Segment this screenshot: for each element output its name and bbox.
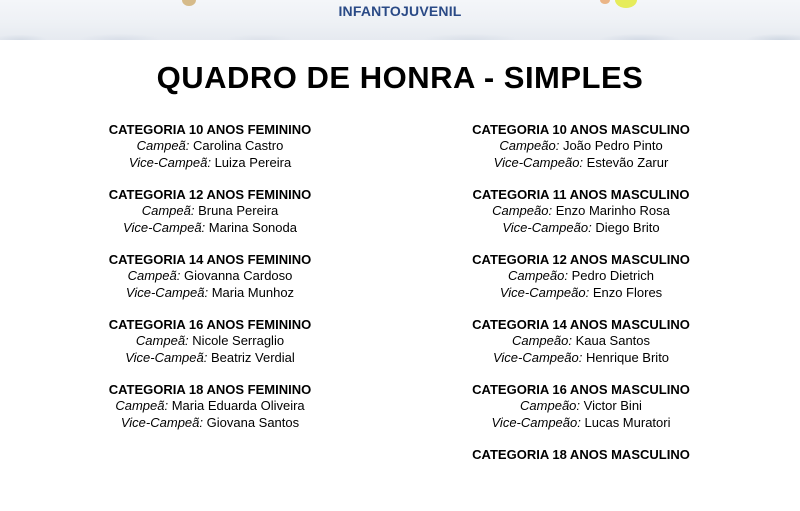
category-group xyxy=(416,446,746,511)
banner-label: INFANTOJUVENIL xyxy=(338,3,462,19)
category-group xyxy=(416,316,746,381)
runner-up-name: Giovana Santos xyxy=(206,414,300,430)
champion-name: Carolina Castro xyxy=(193,138,284,153)
runner-up-role: Vice-Campeão: xyxy=(499,284,590,300)
champion-name: Enzo Marinho Rosa xyxy=(555,203,670,218)
champion-line xyxy=(45,398,375,415)
champion-name: Nicole Serraglio xyxy=(192,333,285,348)
runner-up-name: Diego Brito xyxy=(595,219,660,235)
category-group xyxy=(416,251,746,316)
champion-line xyxy=(416,398,746,415)
champion-line xyxy=(45,203,375,220)
runner-up-name: Henrique Brito xyxy=(585,349,670,365)
category-heading: CATEGORIA 18 ANOS FEMININO xyxy=(108,382,312,397)
runner-up-line xyxy=(416,285,746,302)
champion-role: Campeã: xyxy=(136,138,190,153)
champion-line xyxy=(416,138,746,155)
category-group xyxy=(45,121,375,186)
runner-up-role: Vice-Campeã: xyxy=(125,349,208,365)
champion-name: Pedro Dietrich xyxy=(571,268,654,283)
category-group xyxy=(45,251,375,316)
runner-up-role: Vice-Campeã: xyxy=(125,284,209,300)
runner-up-role: Vice-Campeã: xyxy=(128,154,211,170)
champion-name: João Pedro Pinto xyxy=(562,138,663,153)
runner-up-role: Vice-Campeão: xyxy=(492,349,583,365)
champion-line xyxy=(45,138,375,155)
runner-up-role: Vice-Campeão: xyxy=(502,219,592,235)
male-categories-column xyxy=(416,121,746,511)
runner-up-name: Luiza Pereira xyxy=(214,154,292,170)
champion-name: Giovanna Cardoso xyxy=(183,268,293,283)
runner-up-line xyxy=(45,155,375,172)
runner-up-name: Maria Munhoz xyxy=(211,284,295,300)
category-heading: CATEGORIA 18 ANOS MASCULINO xyxy=(472,447,690,462)
runner-up-role: Vice-Campeã: xyxy=(120,414,203,430)
banner-bottom-fade xyxy=(0,26,800,40)
champion-line xyxy=(416,203,746,220)
runner-up-name: Enzo Flores xyxy=(592,284,663,300)
runner-up-line xyxy=(416,350,746,367)
category-heading: CATEGORIA 12 ANOS MASCULINO xyxy=(472,252,690,267)
champion-line xyxy=(45,268,375,285)
runner-up-name: Marina Sonoda xyxy=(208,219,297,235)
runner-up-line xyxy=(45,415,375,432)
runner-up-line xyxy=(416,220,746,237)
champion-name: Maria Eduarda Oliveira xyxy=(171,398,305,413)
category-heading: CATEGORIA 14 ANOS FEMININO xyxy=(108,252,312,267)
runner-up-name: Beatriz Verdial xyxy=(210,349,295,365)
champion-name: Kaua Santos xyxy=(575,333,651,348)
category-group xyxy=(45,316,375,381)
category-heading: CATEGORIA 16 ANOS MASCULINO xyxy=(472,382,690,397)
header-banner xyxy=(0,0,800,40)
runner-up-line xyxy=(416,415,746,432)
champion-role: Campeã: xyxy=(115,398,169,413)
category-group xyxy=(45,186,375,251)
champion-role: Campeão: xyxy=(508,268,568,283)
category-group xyxy=(416,381,746,446)
champion-line xyxy=(416,333,746,350)
category-heading: CATEGORIA 10 ANOS MASCULINO xyxy=(472,122,690,137)
runner-up-line xyxy=(45,220,375,237)
category-heading: CATEGORIA 14 ANOS MASCULINO xyxy=(472,317,690,332)
champion-name: Victor Bini xyxy=(583,398,642,413)
category-heading: CATEGORIA 16 ANOS FEMININO xyxy=(108,317,312,332)
runner-up-line xyxy=(416,155,746,172)
category-heading: CATEGORIA 12 ANOS FEMININO xyxy=(108,187,312,202)
category-group xyxy=(416,121,746,186)
page-title: QUADRO DE HONRA - SIMPLES xyxy=(156,60,644,95)
champion-role: Campeão: xyxy=(499,138,560,153)
champion-role: Campeã: xyxy=(135,333,189,348)
champion-role: Campeã: xyxy=(127,268,181,283)
category-group xyxy=(416,186,746,251)
runner-up-line xyxy=(45,350,375,367)
champion-role: Campeão: xyxy=(520,398,581,413)
female-categories-column xyxy=(45,121,375,446)
runner-up-line xyxy=(45,285,375,302)
champion-line xyxy=(416,268,746,285)
runner-up-role: Vice-Campeão: xyxy=(491,414,581,430)
runner-up-role: Vice-Campeã: xyxy=(123,219,206,235)
runner-up-name: Lucas Muratori xyxy=(584,414,671,430)
runner-up-role: Vice-Campeão: xyxy=(493,154,584,170)
champion-role: Campeão: xyxy=(511,333,572,348)
category-group xyxy=(45,381,375,446)
category-heading: CATEGORIA 10 ANOS FEMININO xyxy=(108,122,312,137)
runner-up-name: Estevão Zarur xyxy=(586,154,669,170)
champion-name: Bruna Pereira xyxy=(198,203,279,218)
champion-role: Campeã: xyxy=(141,203,195,218)
category-heading: CATEGORIA 11 ANOS MASCULINO xyxy=(472,187,690,202)
champion-role: Campeão: xyxy=(492,203,553,218)
champion-line xyxy=(45,333,375,350)
